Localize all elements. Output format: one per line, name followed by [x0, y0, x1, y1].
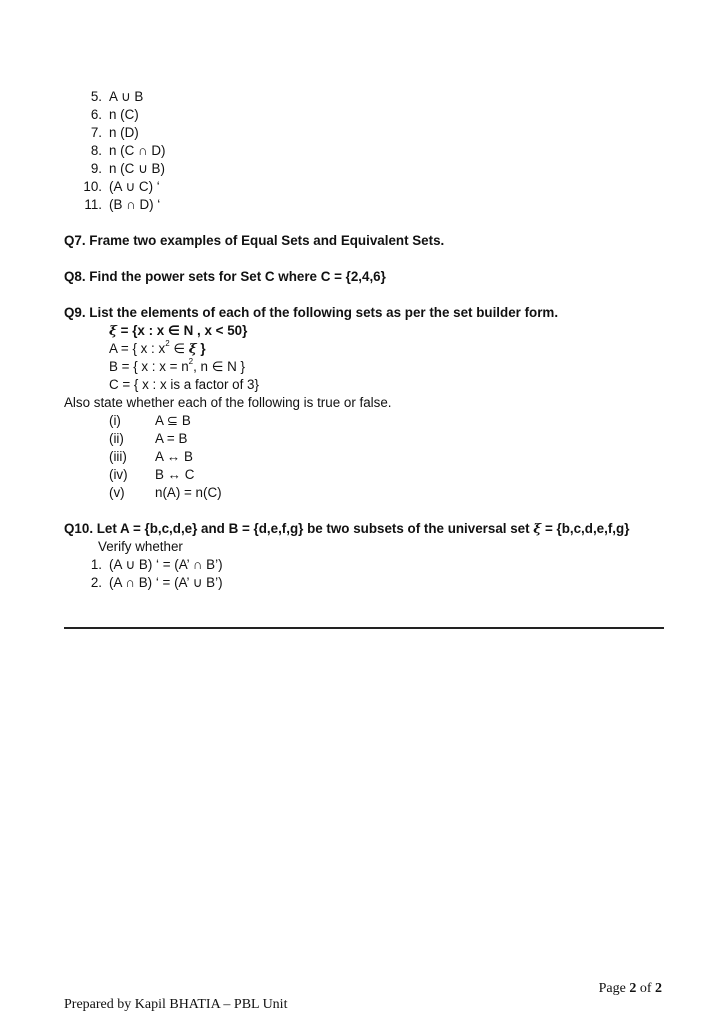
list-item: 8. n (C ∩ D): [90, 143, 166, 158]
verify-label: Verify whether: [98, 539, 183, 554]
list-item: 1. (A ∪ B) ‘ = (A’ ∩ B’): [90, 557, 223, 572]
set-b-definition: B = { x : $x = n^2$, n ∈ N }: [109, 356, 245, 374]
horizontal-divider: [64, 627, 664, 629]
list-item: 10. (A ∪ C) ‘: [83, 179, 160, 194]
instruction-text: Also state whether each of the following is true or false.: [64, 395, 392, 410]
list-item: (iv) B ↔ C: [109, 467, 195, 482]
list-item: (i) A ⊆ B: [109, 413, 191, 428]
list-item: (v) n(A) = n(C): [109, 485, 222, 500]
question-10: Q10. Let A = {b,c,d,e} and B = {d,e,f,g} be two subsets of the universal set ξ = {b,c,d,e,f,g}: [64, 521, 630, 537]
list-item: 6. n (C): [90, 107, 139, 122]
xi-symbol: ξ: [188, 341, 197, 357]
xi-symbol: ξ: [109, 323, 117, 339]
footer-credit: Prepared by Kapil BHATIA – PBL Unit: [64, 997, 288, 1012]
list-item: 9. n (C ∪ B): [90, 161, 165, 176]
question-8: Q8. Find the power sets for Set C where C = {2,4,6}: [64, 269, 386, 284]
xi-symbol: ξ: [533, 521, 542, 537]
page-number: Page 2 of 2: [598, 981, 662, 996]
list-item: (ii) A = B: [109, 431, 188, 446]
list-item: (iii) A ↔ B: [109, 449, 193, 464]
list-item: 7. n (D): [90, 125, 139, 140]
list-item: 11. (B ∩ D) ‘: [84, 197, 161, 212]
question-7: Q7. Frame two examples of Equal Sets and Equivalent Sets.: [64, 233, 445, 248]
list-item: 2. (A ∩ B) ‘ = (A’ ∪ B’): [90, 575, 223, 590]
set-c-definition: C = { x : x is a factor of 3}: [109, 377, 259, 392]
set-a-definition: A = { x : $x^2$ ∈ ξ }: [109, 338, 206, 357]
universal-set-definition: ξ = {x : x ∈ N , x < 50}: [109, 323, 248, 339]
question-9: Q9. List the elements of each of the following sets as per the set builder form.: [64, 305, 559, 320]
list-item: 5. A ∪ B: [90, 89, 144, 104]
